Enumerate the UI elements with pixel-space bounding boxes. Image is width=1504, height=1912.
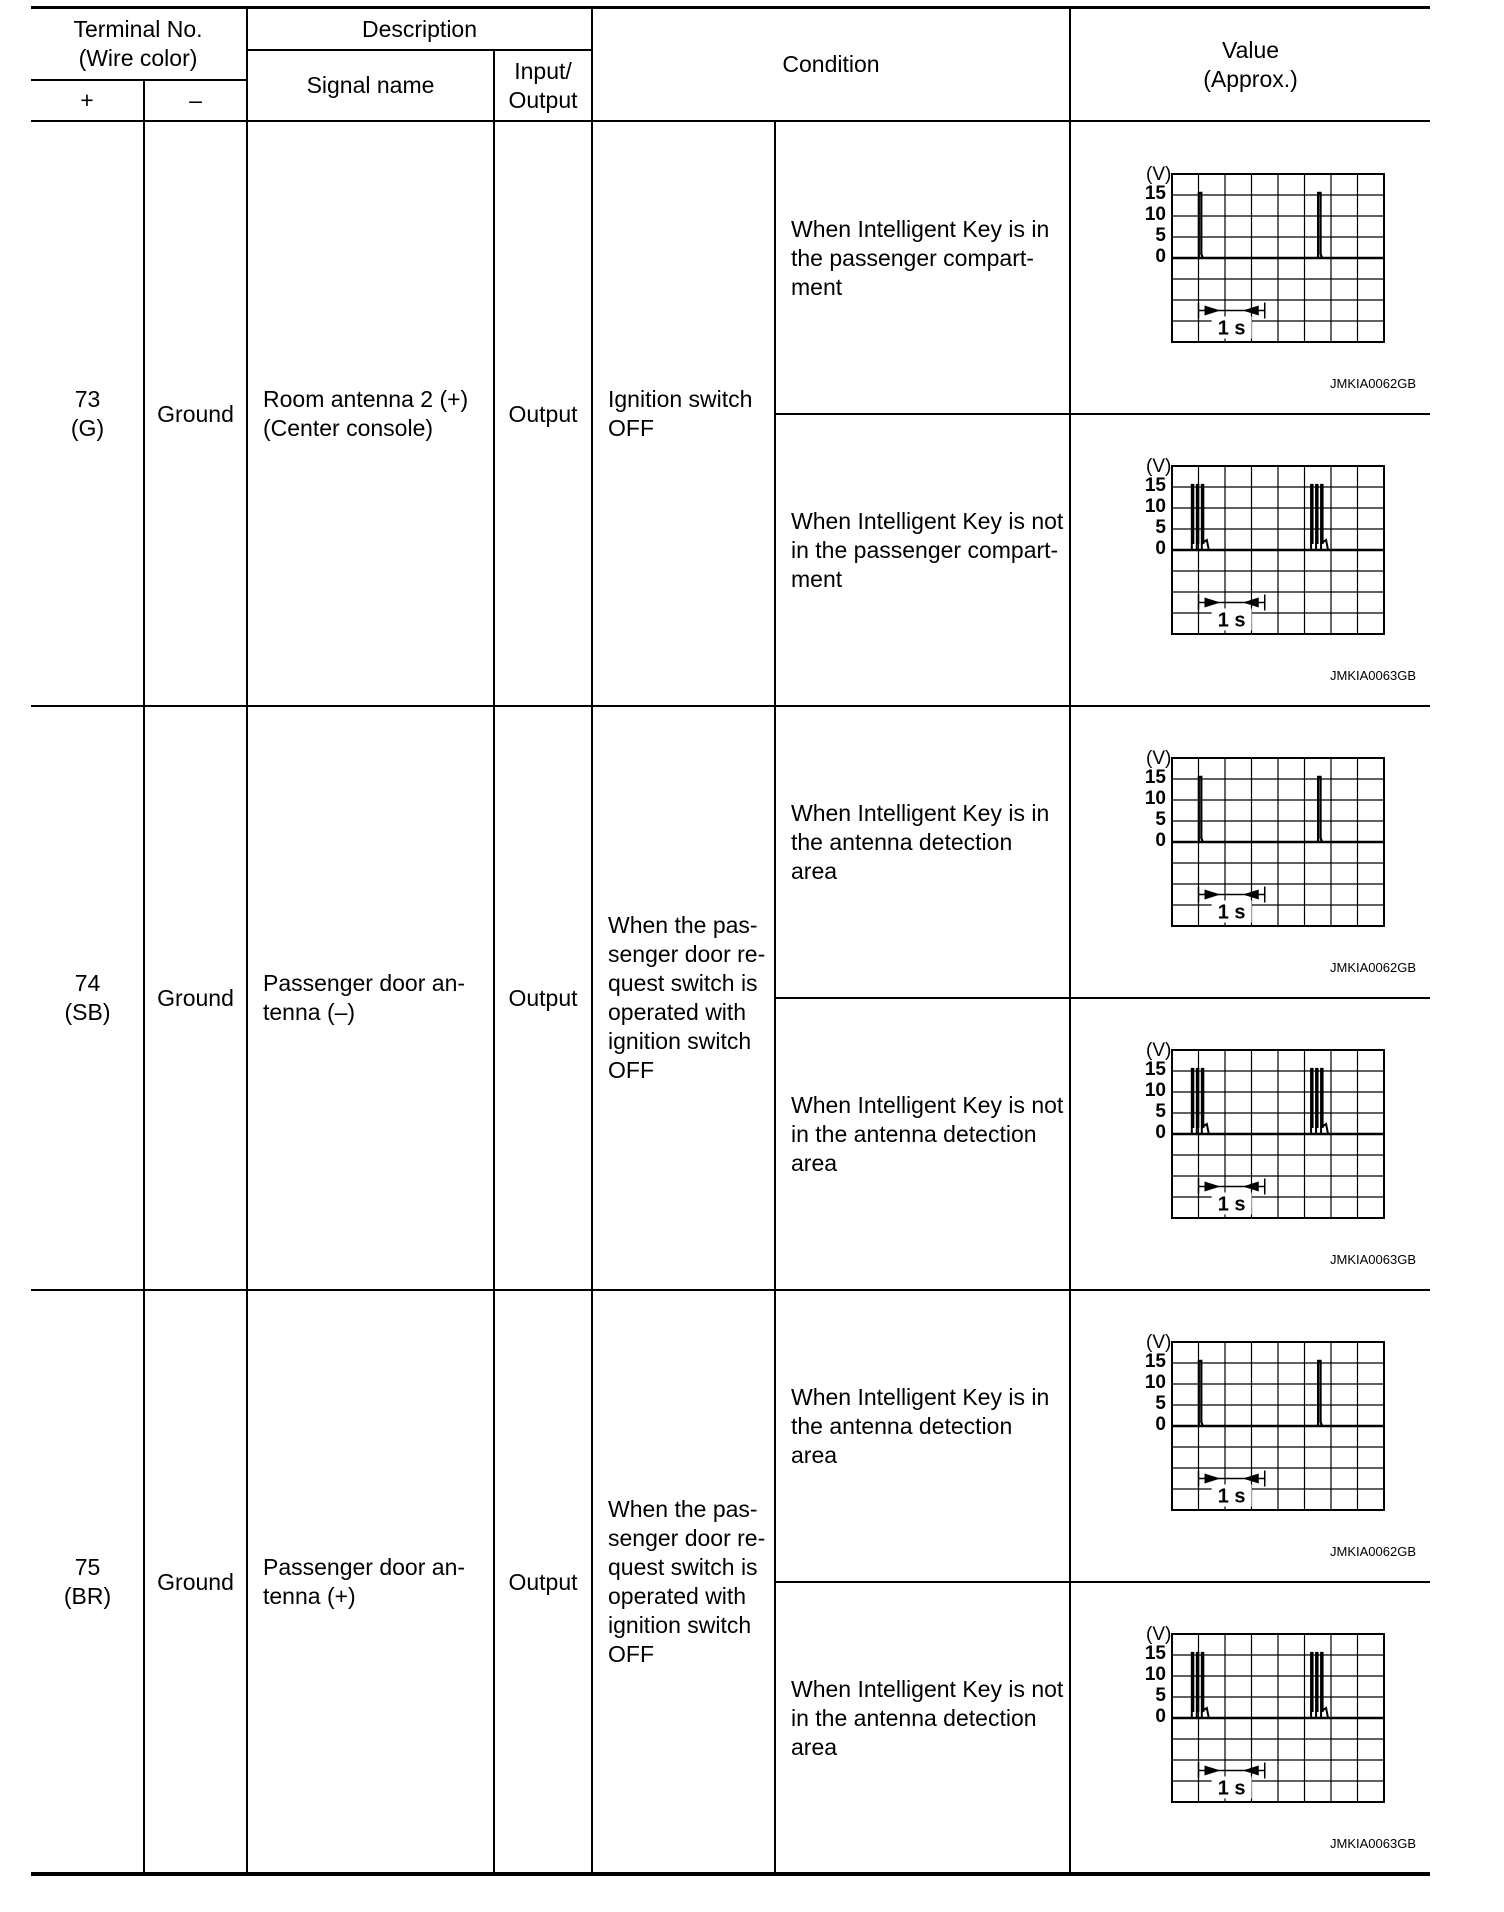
time-marker-arrow xyxy=(1205,890,1221,900)
pulse-trace xyxy=(1318,1361,1322,1426)
condition-main-line: senger door re- xyxy=(608,1525,766,1551)
y-axis-unit: (V) xyxy=(1146,164,1172,185)
pulse-trace xyxy=(1192,1653,1194,1718)
terminal-number-line: (G) xyxy=(70,415,105,441)
y-tick-label: 10 xyxy=(1144,1079,1166,1101)
pulse-trace xyxy=(1318,777,1322,842)
condition-main xyxy=(592,122,775,706)
header-terminal-no xyxy=(31,9,245,79)
pulse-trace xyxy=(1316,485,1318,550)
header-terminal-line-2: (Wire color) xyxy=(78,45,198,71)
time-marker-arrow xyxy=(1243,306,1259,316)
terminal-number-line: 75 xyxy=(74,1554,101,1580)
signal-name-line: (Center console) xyxy=(263,415,434,441)
pulse-trace xyxy=(1199,777,1203,842)
condition-sub-line: When Intelligent Key is in xyxy=(791,215,1050,242)
pulse-tail xyxy=(1204,1708,1209,1718)
pulse-tail xyxy=(1323,1124,1328,1134)
header-input-output xyxy=(495,51,591,120)
condition-main-line: Ignition switch xyxy=(608,386,753,412)
waveform-chart xyxy=(1092,436,1422,686)
condition-sub-line: When Intelligent Key is in xyxy=(791,1383,1050,1410)
signal-name-line: Room antenna 2 (+) xyxy=(263,386,469,412)
condition-sub-line: the antenna detection xyxy=(791,1412,1013,1439)
terminal-number xyxy=(31,706,144,1290)
condition-main-line: operated with xyxy=(608,999,747,1025)
y-tick-label: 0 xyxy=(1155,829,1166,851)
header-value-line-1: Value xyxy=(1221,36,1280,63)
time-label: 1 s xyxy=(1217,609,1246,632)
condition-main xyxy=(592,706,775,1290)
pulse-trace xyxy=(1197,1653,1199,1718)
y-tick-label: 10 xyxy=(1144,203,1166,225)
header-minus: – xyxy=(189,87,202,113)
minus-terminal: Ground xyxy=(157,984,234,1011)
condition-sub-line: When Intelligent Key is not xyxy=(791,1091,1064,1118)
condition-sub-line: ment xyxy=(791,565,843,592)
pulse-trace xyxy=(1321,485,1323,550)
terminal-number-line: (SB) xyxy=(64,999,111,1025)
condition-sub-line: area xyxy=(791,1733,838,1760)
pulse-trace xyxy=(1202,1653,1204,1718)
header-terminal-line-1: Terminal No. xyxy=(73,16,203,42)
terminal-number-line: 74 xyxy=(74,970,101,996)
signal-name-line: Passenger door an- xyxy=(263,970,466,996)
y-axis-unit: (V) xyxy=(1146,456,1172,477)
figure-code: JMKIA0062GB xyxy=(1330,1544,1416,1559)
figure-code: JMKIA0063GB xyxy=(1330,1836,1416,1851)
condition-sub-line: area xyxy=(791,1149,838,1176)
header-io-line-2: Output xyxy=(508,86,578,113)
time-label: 1 s xyxy=(1217,901,1246,924)
y-tick-label: 15 xyxy=(1144,1058,1166,1080)
y-tick-label: 10 xyxy=(1144,1371,1166,1393)
header-value xyxy=(1071,9,1430,120)
header-value-line-2: (Approx.) xyxy=(1203,65,1298,92)
condition-sub-line: When Intelligent Key is not xyxy=(791,1675,1064,1702)
y-tick-label: 5 xyxy=(1155,516,1166,538)
condition-sub-line: When Intelligent Key is in xyxy=(791,799,1050,826)
signal-name xyxy=(247,1290,494,1874)
y-tick-label: 10 xyxy=(1144,1663,1166,1685)
condition-main-line: OFF xyxy=(608,1057,654,1083)
time-marker-arrow xyxy=(1243,1182,1259,1192)
input-output: Output xyxy=(508,1568,578,1595)
signal-name xyxy=(247,122,494,706)
pulse-trace xyxy=(1199,1361,1203,1426)
pulse-tail xyxy=(1323,540,1328,550)
signal-name-line: tenna (+) xyxy=(263,1583,356,1609)
y-tick-label: 0 xyxy=(1155,1413,1166,1435)
time-label: 1 s xyxy=(1217,1777,1246,1800)
condition-main-line: ignition switch xyxy=(608,1028,752,1054)
figure-code: JMKIA0062GB xyxy=(1330,960,1416,975)
condition-sub-line: When Intelligent Key is not xyxy=(791,507,1064,534)
y-tick-label: 10 xyxy=(1144,495,1166,517)
y-axis-unit: (V) xyxy=(1146,1624,1172,1645)
y-tick-label: 15 xyxy=(1144,1642,1166,1664)
waveform-chart xyxy=(1092,1312,1422,1562)
condition-sub-line: ment xyxy=(791,273,843,300)
y-tick-label: 10 xyxy=(1144,787,1166,809)
condition-sub-line: in the antenna detection xyxy=(791,1120,1037,1147)
pulse-trace xyxy=(1202,1069,1204,1134)
minus-terminal: Ground xyxy=(157,400,234,427)
time-label: 1 s xyxy=(1217,1193,1246,1216)
pulse-trace xyxy=(1192,1069,1194,1134)
y-tick-label: 15 xyxy=(1144,766,1166,788)
time-marker-arrow xyxy=(1205,1474,1221,1484)
condition-main-line: OFF xyxy=(608,415,654,441)
waveform-chart xyxy=(1092,1020,1422,1270)
condition-sub-line: in the antenna detection xyxy=(791,1704,1037,1731)
condition-main-line: OFF xyxy=(608,1641,654,1667)
pulse-trace xyxy=(1316,1069,1318,1134)
condition-main-line: ignition switch xyxy=(608,1612,752,1638)
time-marker-arrow xyxy=(1243,598,1259,608)
pulse-trace xyxy=(1197,1069,1199,1134)
condition-sub-line: area xyxy=(791,857,838,884)
condition-sub xyxy=(775,122,1070,394)
waveform-chart xyxy=(1092,728,1422,978)
header-description: Description xyxy=(361,15,478,42)
y-tick-label: 5 xyxy=(1155,1100,1166,1122)
condition-sub-line: in the passenger compart- xyxy=(791,536,1059,563)
terminal-number-line: 73 xyxy=(74,386,101,412)
header-io-line-1: Input/ xyxy=(514,57,572,84)
condition-main-line: When the pas- xyxy=(608,912,758,938)
time-marker-arrow xyxy=(1243,1474,1259,1484)
y-tick-label: 5 xyxy=(1155,224,1166,246)
y-tick-label: 0 xyxy=(1155,245,1166,267)
y-tick-label: 15 xyxy=(1144,1350,1166,1372)
y-tick-label: 15 xyxy=(1144,474,1166,496)
time-marker-arrow xyxy=(1205,598,1221,608)
pulse-tail xyxy=(1204,540,1209,550)
terminal-number xyxy=(31,122,144,706)
y-tick-label: 5 xyxy=(1155,1392,1166,1414)
condition-main-line: quest switch is xyxy=(608,970,758,996)
time-label: 1 s xyxy=(1217,1485,1246,1508)
header-plus: + xyxy=(80,87,94,113)
waveform-chart xyxy=(1092,1604,1422,1854)
pulse-trace xyxy=(1321,1653,1323,1718)
y-tick-label: 5 xyxy=(1155,1684,1166,1706)
minus-terminal: Ground xyxy=(157,1568,234,1595)
signal-name-line: tenna (–) xyxy=(263,999,356,1025)
waveform-chart xyxy=(1092,144,1422,394)
condition-main-line: When the pas- xyxy=(608,1496,758,1522)
pulse-trace xyxy=(1311,485,1313,550)
y-axis-unit: (V) xyxy=(1146,1040,1172,1061)
pulse-trace xyxy=(1311,1653,1313,1718)
time-marker-arrow xyxy=(1243,890,1259,900)
pulse-trace xyxy=(1321,1069,1323,1134)
time-marker-arrow xyxy=(1243,1766,1259,1776)
header-condition: Condition xyxy=(782,51,880,77)
condition-main-line: operated with xyxy=(608,1583,747,1609)
condition-sub xyxy=(775,414,1070,686)
condition-sub-line: area xyxy=(791,1441,838,1468)
input-output: Output xyxy=(508,400,578,427)
signal-name xyxy=(247,706,494,1290)
condition-sub-line: the antenna detection xyxy=(791,828,1013,855)
pulse-tail xyxy=(1204,1124,1209,1134)
y-axis-unit: (V) xyxy=(1146,748,1172,769)
y-tick-label: 0 xyxy=(1155,1121,1166,1143)
terminal-number-line: (BR) xyxy=(63,1583,112,1609)
signal-name-line: Passenger door an- xyxy=(263,1554,466,1580)
time-label: 1 s xyxy=(1217,317,1246,340)
figure-code: JMKIA0063GB xyxy=(1330,668,1416,683)
condition-sub xyxy=(775,1290,1070,1562)
pulse-trace xyxy=(1192,485,1194,550)
pulse-trace xyxy=(1316,1653,1318,1718)
pulse-trace xyxy=(1199,193,1203,258)
y-axis-unit: (V) xyxy=(1146,1332,1172,1353)
condition-sub-line: the passenger compart- xyxy=(791,244,1034,271)
pulse-trace xyxy=(1197,485,1199,550)
y-tick-label: 15 xyxy=(1144,182,1166,204)
time-marker-arrow xyxy=(1205,1766,1221,1776)
header-signal-name: Signal name xyxy=(306,72,435,98)
figure-code: JMKIA0062GB xyxy=(1330,376,1416,391)
condition-main-line: quest switch is xyxy=(608,1554,758,1580)
condition-main xyxy=(592,1290,775,1874)
pulse-trace xyxy=(1311,1069,1313,1134)
condition-main-line: senger door re- xyxy=(608,941,766,967)
figure-code: JMKIA0063GB xyxy=(1330,1252,1416,1267)
time-marker-arrow xyxy=(1205,306,1221,316)
y-tick-label: 0 xyxy=(1155,1705,1166,1727)
pulse-trace xyxy=(1202,485,1204,550)
y-tick-label: 0 xyxy=(1155,537,1166,559)
time-marker-arrow xyxy=(1205,1182,1221,1192)
terminal-number xyxy=(31,1290,144,1874)
condition-sub xyxy=(775,1582,1070,1854)
condition-sub xyxy=(775,706,1070,978)
pulse-tail xyxy=(1323,1708,1328,1718)
y-tick-label: 5 xyxy=(1155,808,1166,830)
condition-sub xyxy=(775,998,1070,1270)
input-output: Output xyxy=(508,984,578,1011)
pulse-trace xyxy=(1318,193,1322,258)
